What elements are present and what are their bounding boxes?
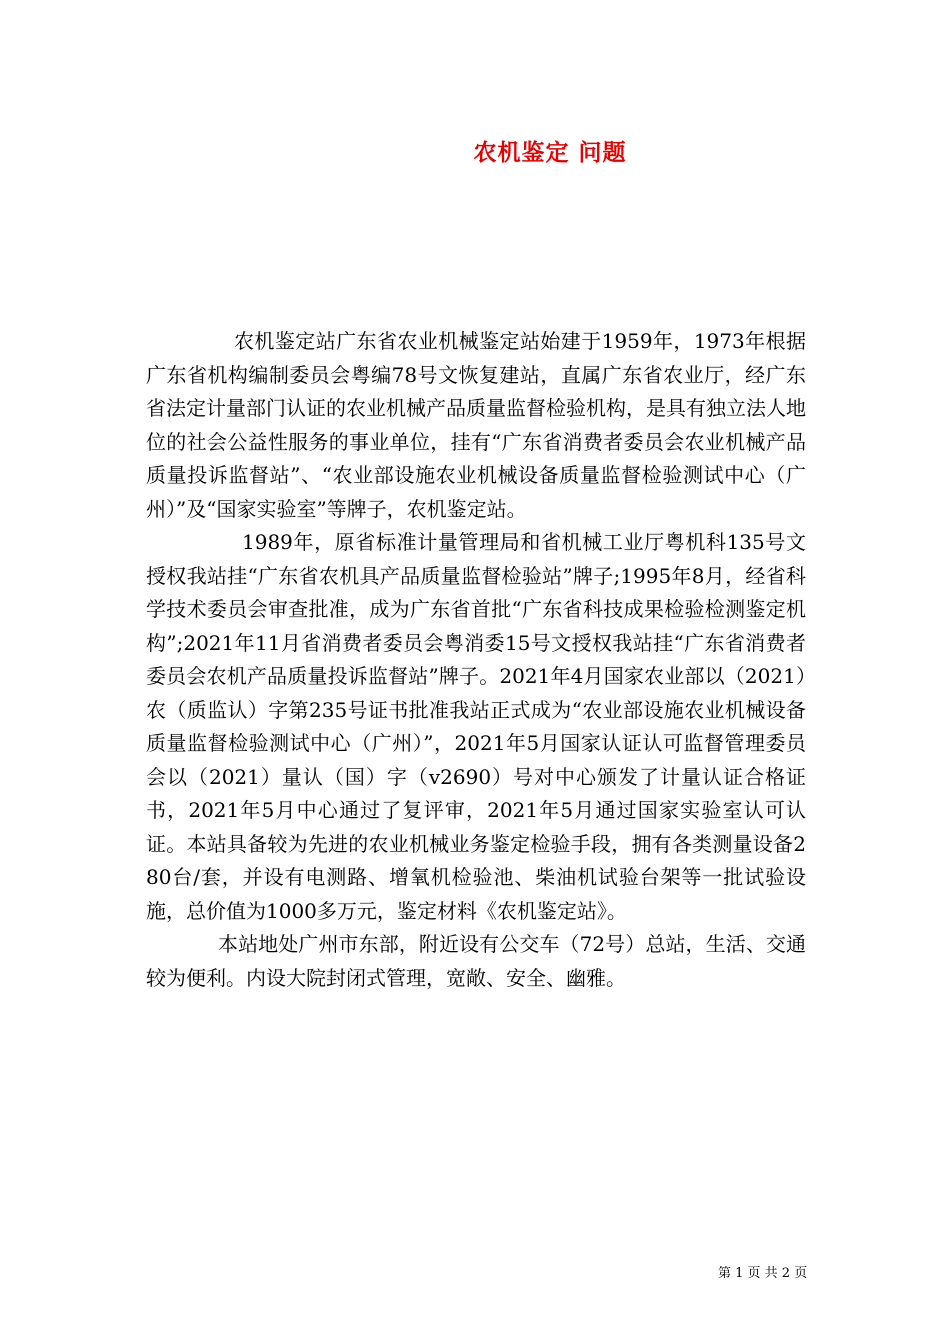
page-footer: 第 1 页 共 2 页	[718, 1266, 808, 1281]
paragraph-intro: 农机鉴定站广东省农业机械鉴定站始建于1959年，1973年根据广东省机构编制委员会粤编78号文恢复建站，直属广东省农业厅，经广东省法定计量部门认证的农业机械产品质量监督检验机构，是具有独立法人地位的社会公益性服务的事业单位，挂有“广东省消费者委员会农业机械产品质量投诉监督站”、“农业部设施农业机械设备质量监督检验测试中心（广州）”及“国家实验室”等牌子，农机鉴定站。	[146, 329, 806, 521]
document-title: 农机鉴定 问题	[473, 139, 627, 166]
paragraph-location: 本站地处广州市东部，附近设有公交车（72号）总站，生活、交通较为便利。内设大院封闭式管理，宽敞、安全、幽雅。	[146, 932, 806, 990]
paragraph-history: 1989年，原省标准计量管理局和省机械工业厅粤机科135号文授权我站挂“广东省农机具产品质量监督检验站”牌子;1995年8月，经省科学技术委员会审查批准，成为广东省首批“广东省科技成果检验检测鉴定机构”;2021年11月省消费者委员会粤消委15号文授权我站挂“广东省消费者委员会农机产品质量投诉监督站”牌子。2021年4月国家农业部以（2021）农（质监认）字第235号证书批准我站正式成为“农业部设施农业机械设备质量监督检验测试中心（广州）”，2021年5月国家认证认可监督管理委员会以（2021）量认（国）字（v2690）号对中心颁发了计量认证合格证书，2021年5月中心通过了复评审，2021年5月通过国家实验室认可认证。本站具备较为先进的农业机械业务鉴定检验手段，拥有各类测量设备280台/套，并设有电测路、增氧机检验池、柴油机试验台架等一批试验设施，总价值为1000多万元，鉴定材料《农机鉴定站》。	[146, 530, 806, 923]
document-body	[146, 325, 806, 995]
